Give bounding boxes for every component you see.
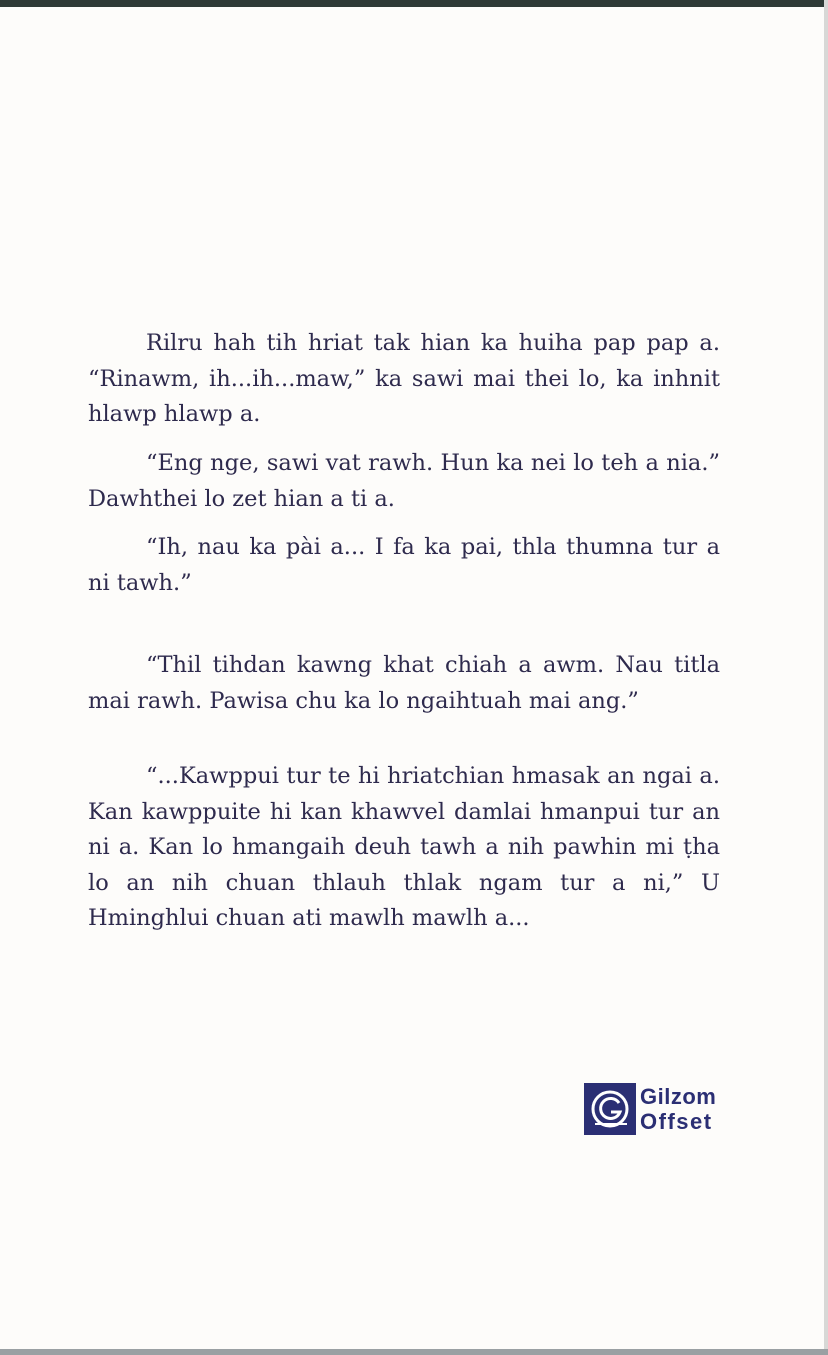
paragraph-3: “Ih, nau ka pài a... I fa ka pai, thla thumna tur a ni tawh.”: [88, 534, 720, 596]
g-circle-logo-icon: [584, 1083, 636, 1135]
publisher-name-line1: Gilzom: [640, 1084, 717, 1109]
page-bottom-edge: [0, 1349, 828, 1355]
paragraph-2: “Eng nge, sawi vat rawh. Hun ka nei lo teh a nia.” Dawhthei lo zet hian a ti a.: [88, 450, 720, 512]
publisher-name: [640, 1084, 716, 1134]
paragraph-5: “...Kawppui tur te hi hriatchian hmasak an ngai a. Kan kawppuite hi kan khawvel damlai hmanpui tur an ni a. Kan lo hmangaih deuh tawh a nih pawhin mi ṭha lo an nih chuan thlauh thlak ngam tur a ni,” U Hminghlui chuan ati mawlh mawlh a...: [88, 763, 720, 931]
publisher-name-line2: Offset: [640, 1109, 713, 1134]
page-top-edge: [0, 0, 828, 7]
paragraph-1: Rilru hah tih hriat tak hian ka huiha pap pap a. “Rinawm, ih...ih...maw,” ka sawi mai thei lo, ka inhnit hlawp hlawp a.: [88, 330, 720, 427]
paragraph-4: “Thil tihdan kawng khat chiah a awm. Nau titla mai rawh. Pawisa chu ka lo ngaihtuah mai ang.”: [88, 652, 720, 714]
page-right-edge: [824, 0, 828, 1355]
publisher-logo: [584, 1083, 716, 1135]
